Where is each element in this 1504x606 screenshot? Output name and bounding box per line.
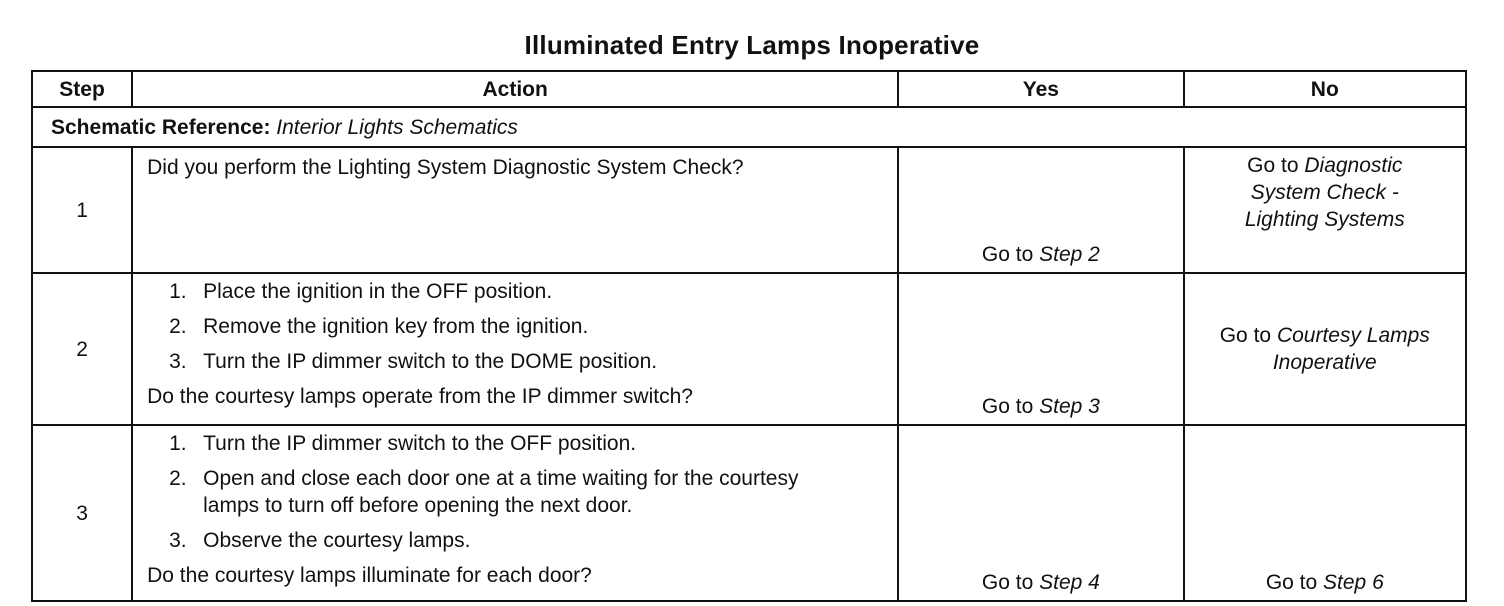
yes-prefix: Go to: [981, 395, 1034, 418]
diagnostic-table: [31, 70, 1467, 602]
header-action: Action: [132, 71, 898, 107]
no-link[interactable]: Courtesy Lamps Inoperative: [1272, 324, 1430, 374]
action-question: Do the courtesy lamps illuminate for each door?: [147, 564, 592, 587]
list-item: 2. Remove the ignition key from the ignition.: [169, 315, 589, 338]
list-item: 3. Observe the courtesy lamps.: [169, 529, 471, 552]
yes-link[interactable]: Step 2: [1039, 243, 1100, 266]
step-number: 2: [32, 273, 132, 425]
schematic-label: Schematic Reference:: [51, 115, 271, 139]
step-number: 1: [32, 147, 132, 273]
page-title: Illuminated Entry Lamps Inoperative: [524, 30, 980, 60]
header-step: Step: [32, 71, 132, 107]
table-row: [32, 147, 1466, 273]
list-item: 1. Place the ignition in the OFF position.: [169, 280, 553, 303]
action-list: [147, 278, 887, 375]
list-item: 1. Turn the IP dimmer switch to the OFF position.: [169, 432, 637, 455]
action-cell: [132, 425, 898, 601]
schematic-row: [32, 107, 1466, 147]
table-row: [32, 425, 1466, 601]
list-item: 2. Open and close each door one at a time waiting for the courtesy lamps to turn off before opening the next door.: [169, 467, 799, 517]
yes-prefix: Go to: [981, 243, 1034, 266]
list-item: 3. Turn the IP dimmer switch to the DOME position.: [169, 350, 658, 373]
no-cell: [1184, 147, 1466, 273]
schematic-link[interactable]: Interior Lights Schematics: [276, 115, 518, 139]
action-cell: [132, 273, 898, 425]
no-cell: [1184, 425, 1466, 601]
yes-cell: [898, 147, 1183, 273]
yes-cell: [898, 425, 1183, 601]
table-row: [32, 273, 1466, 425]
action-question: Do the courtesy lamps operate from the IP dimmer switch?: [147, 385, 693, 408]
yes-cell: [898, 273, 1183, 425]
header-yes: Yes: [898, 71, 1183, 107]
yes-link[interactable]: Step 4: [1039, 571, 1100, 594]
no-prefix: Go to: [1219, 324, 1272, 347]
no-cell: [1184, 273, 1466, 425]
no-prefix: Go to: [1247, 154, 1299, 177]
action-cell: [132, 147, 898, 273]
yes-link[interactable]: Step 3: [1039, 395, 1100, 418]
schematic-reference: [32, 107, 1466, 147]
action-question: Did you perform the Lighting System Diagnostic System Check?: [147, 156, 744, 179]
no-prefix: Go to: [1265, 571, 1318, 594]
no-link[interactable]: Step 6: [1323, 571, 1384, 594]
header-no: No: [1184, 71, 1466, 107]
action-list: [147, 430, 887, 554]
no-link[interactable]: Diagnostic System Check - Lighting Systems: [1244, 154, 1405, 231]
step-number: 3: [32, 425, 132, 601]
yes-prefix: Go to: [981, 571, 1034, 594]
header-row: [32, 71, 1466, 107]
